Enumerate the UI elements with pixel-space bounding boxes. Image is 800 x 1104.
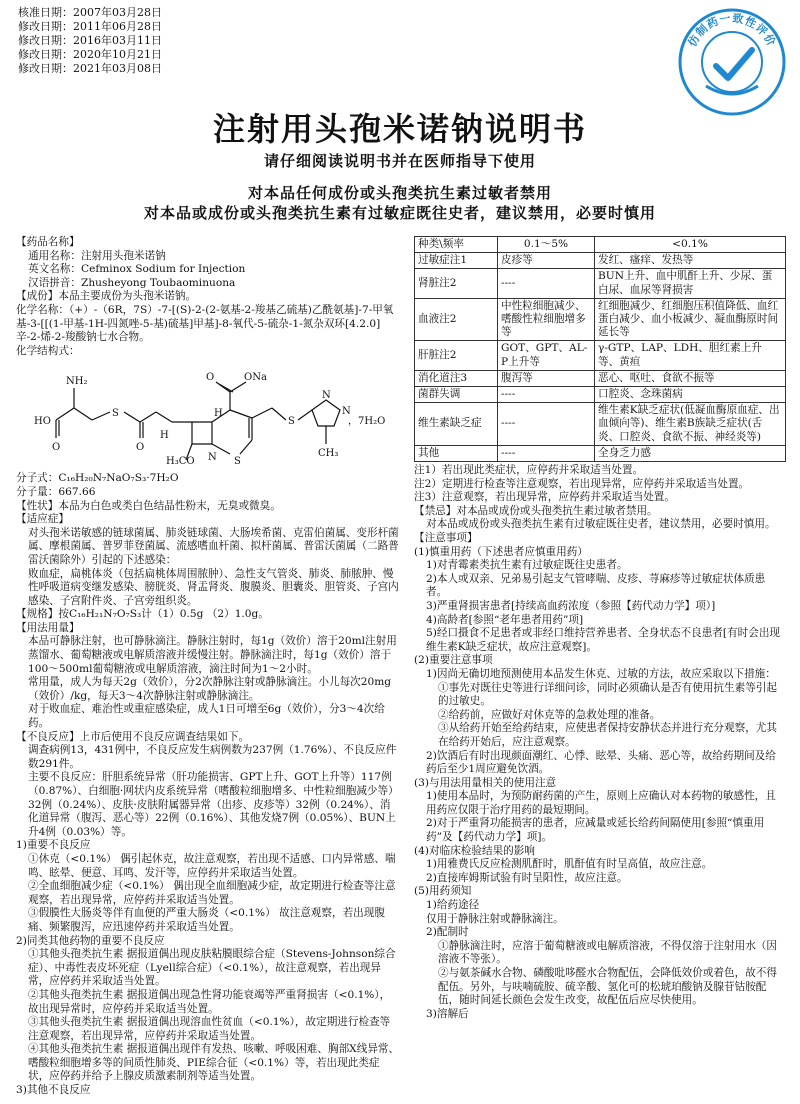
list-item: ③假膜性大肠炎等伴有血便的严重大肠炎（<0.1%） 故注意观察，若出现腹痛、频繁腹泻，应迅速停药并采取适当处置。 [28, 907, 385, 933]
table-note: 注1）若出现此类症状，应停药并采取适当处置。 [414, 464, 644, 477]
list-item: ③其他头孢类抗生素 据报道偶出现溶血性贫血（<0.1%），故定期进行检查等注意观察，若出现异常，应停药并采取适当处置。 [28, 1016, 391, 1042]
table-cell: 过敏症注1 [415, 253, 498, 269]
list-item: ②全血细胞减少症（<0.1%） 偶出现全血细胞减少症，故定期进行检查等注意观察，若出现异常，应停药并采取适当处置。 [28, 880, 396, 906]
table-cell: 其他 [415, 445, 498, 461]
section-adverse-reactions: 【不良反应】上市后使用不良反应调查结果如下。 [16, 730, 250, 743]
table-cell: ---- [498, 403, 595, 446]
table-row [415, 370, 786, 386]
list-item: 2)直接库姆斯试验有时呈阳性，故应注意。 [426, 871, 628, 884]
list-item: 2)配制时 [426, 926, 469, 939]
list-item: 1)重要不良反应 [16, 839, 91, 852]
usage-para: 本品可静脉注射，也可静脉滴注。静脉注射时，每1g（效价）溶于20ml注射用蒸馏水、葡萄糖液或电解质溶液并缓慢注射。静脉滴注时，每1g（效价）溶于100～500ml葡萄糖液或电解质溶液，滴注时间为1～2小时。 [28, 635, 397, 675]
list-item: 3)溶解后 [426, 1007, 469, 1020]
table-cell: ---- [498, 445, 595, 461]
table-cell: ---- [498, 269, 595, 298]
list-item: ②其他头孢类抗生素 据报道偶出现急性肾功能衰竭等严重肾损害（<0.1%），故出现异常时，应停药并采取适当处置。 [28, 988, 391, 1015]
molecular-weight: 分子量：667.66 [16, 485, 96, 498]
list-item: (4)对临床检验结果的影响 [414, 844, 535, 857]
list-item: 2)对于严重肾功能损害的患者，应减量或延长给药间隔使用[参照“慎重用药”及【药代动力学】项]。 [426, 817, 765, 844]
struct-ona: ONa [244, 372, 267, 384]
svg-text:仿制药一致性评价 [685, 11, 780, 49]
struct-n: N [208, 452, 217, 464]
list-item: ①其他头孢类抗生素 据报道偶出现皮肤粘膜眼综合症（Stevens-Johnson综合症）、中毒性表皮坏死症（Lyell综合症）（<0.1%），故注意观察，若出现异常，应停药并采取适当处置。 [28, 948, 396, 988]
table-row [415, 387, 786, 403]
right-column [414, 236, 786, 1021]
table-cell: 全身乏力感 [595, 445, 786, 461]
english-name: 英文名称：Cefminox Sodium for Injection [28, 263, 246, 276]
table-header-cell: 种类\频率 [415, 237, 498, 253]
struct-o2: O [136, 442, 145, 454]
molecular-formula: 分子式：C₁₆H₂₀N₇NaO₇S₃·7H₂O [16, 472, 179, 485]
table-row [415, 445, 786, 461]
section-usage: 【用法用量】 [16, 621, 80, 634]
subtitle: 请仔细阅读说明书并在医师指导下使用 [263, 152, 536, 170]
list-item: 4)高龄者[参照“老年患者用药”项] [426, 613, 584, 626]
warning-line-2: 对本品或成份或头孢类抗生素有过敏症既往史者，建议禁用，必要时慎用 [143, 204, 656, 222]
list-item: 1)对青霉素类抗生素有过敏症既往史患者。 [426, 559, 628, 572]
table-cell: BUN上升、血中肌酐上升、少尿、蛋白尿、血尿等肾损害 [595, 269, 786, 298]
table-row [415, 341, 786, 370]
list-item: (5)用药须知 [414, 885, 472, 898]
consistency-evaluation-seal-icon [676, 6, 788, 118]
struct-hn: H [160, 430, 169, 442]
table-cell: 维生素缺乏症 [415, 403, 498, 446]
table-note: 注2）定期进行检查等注意观察，若出现异常，应停药并采取适当处置。 [414, 477, 750, 490]
table-cell: 皮疹等 [498, 253, 595, 269]
list-item: 1)使用本品时，为预防耐药菌的产生，原则上应确认对本药物的敏感性，且用药应仅限于治疗用药的最短期间。 [426, 790, 776, 816]
table-note: 注3）注意观察，若出现异常，应停药并采取适当处置。 [414, 491, 675, 504]
seal-text: 仿制药一致性评价 [685, 11, 779, 49]
section-character: 【性状】本品为白色或类白色结晶性粉末，无臭或微臭。 [16, 499, 281, 512]
struct-h: H [214, 408, 223, 420]
usage-para: 对于败血症、难治性或重症感染症，成人1日可增至6g（效价），分3～4次给药。 [28, 703, 385, 730]
indication-para: 败血症，扁桃体炎（包括扁桃体周围脓肿）、急性支气管炎、肺炎、肺脓肿、慢性呼吸道病变继发感染、膀胱炎、肾盂肾炎、腹膜炎、胆囊炎、胆管炎、子宫内感染、子宫附件炎、子宫旁组织炎。 [28, 567, 399, 607]
warning-line-1: 对本品任何成份或头孢类抗生素过敏者禁用 [247, 184, 552, 202]
adverse-reaction-table [414, 236, 786, 462]
svg-text:ONa NH₂ HO O [34, 372, 385, 467]
table-header-cell: <0.1% [595, 237, 786, 253]
list-item: (1)慎重用药（下述患者应慎重用药） [414, 545, 588, 558]
struct-s3: S [288, 416, 295, 428]
table-cell: 恶心、呕吐、食欲不振等 [595, 370, 786, 386]
section-indication: 【适应症】 [16, 513, 69, 526]
list-item: (2)重要注意事项 [414, 654, 493, 667]
struct-water: ，7H₂O [348, 416, 386, 428]
generic-name: 通用名称：注射用头孢米诺钠 [28, 249, 166, 262]
struct-och3: H₃CO [166, 456, 195, 468]
section-contraindications: 【禁忌】对本品或成份或头孢类抗生素过敏者禁用。 [414, 504, 658, 517]
adr-list [16, 839, 400, 1097]
list-item: 1)给药途径 [426, 899, 480, 912]
adr-para: 调查病例13，431例中，不良反应发生病例数为237例（1.76%）、不良反应件数291件。 [28, 744, 397, 770]
list-item: ①休克（<0.1%） 偶引起休克，故注意观察，若出现不适感、口内异常感、喘鸣、眩晕、便意、耳鸣、发汗等，应停药并采取适当处置。 [28, 852, 396, 879]
list-item: ②与氨茶碱水合物、磷酸吡哆醛水合物配伍，会降低效价或着色，故不得配伍。另外，与呋喃硫胺、硫辛酸、氢化可的松琥珀酸钠及腺苷钴胺配伍，随时间延长颜色会发生改变，故配伍后应尽快使用。 [438, 967, 777, 1007]
usage-para: 常用量，成人为每天2g（效价），分2次静脉注射或静脉滴注。小儿每次20mg（效价）/kg，每天3～4次静脉注射或静脉滴注。 [28, 676, 392, 702]
struct-ch3: CH₃ [318, 448, 339, 460]
date-line: 修改日期：2011年06月28日 [18, 20, 162, 33]
table-cell: 发红、瘙痒、发热等 [595, 253, 786, 269]
table-header-row [415, 237, 786, 253]
section-ingredients: 【成份】本品主要成份为头孢米诺钠。 [16, 290, 197, 303]
table-row [415, 298, 786, 341]
list-item: (3)与用法用量相关的使用注意 [414, 776, 557, 789]
table-cell: ---- [498, 387, 595, 403]
contra-para: 对本品或成份或头孢类抗生素有过敏症既往史者，建议禁用，必要时慎用。 [426, 518, 776, 531]
section-drug-name: 【药品名称】 [16, 236, 80, 248]
table-cell: γ-GTP、LAP、LDH、胆红素上升等、黄疸 [595, 341, 786, 370]
list-item: 3)严重肾损害患者[持续高血药浓度（参照【药代动力学】项）] [426, 599, 716, 612]
struct-nh2: NH₂ [66, 376, 88, 388]
list-item: ④其他头孢类抗生素 据报道偶出现伴有发热、咳嗽、呼吸困难、胸部X线异常、嗜酸粒细胞增多等的间质性肺炎、PIE综合征（<0.1%）等，若出现此类症状，应停药并给予上腺皮质激素制剂等适当处置。 [28, 1043, 400, 1083]
table-row [415, 403, 786, 446]
table-cell: 血液注2 [415, 298, 498, 341]
struct-ho: HO [34, 416, 51, 428]
struct-o3: O [206, 372, 215, 384]
precautions-list [414, 546, 786, 1022]
list-item: ①静脉滴注时，应溶于葡萄糖液或电解质溶液，不得仅溶于注射用水（因溶液不等张）。 [438, 939, 777, 966]
structure-label: 化学结构式： [16, 344, 80, 357]
list-item: 1)用雅费氏反应检测肌酐时，肌酐值有时呈高值，故应注意。 [426, 858, 713, 871]
table-cell: 消化道注3 [415, 370, 498, 386]
indication-para: 对头孢米诺敏感的链球菌属、肺炎链球菌、大肠埃希菌、克雷伯菌属、变形杆菌属、摩根菌属、普罗菲登菌属、流感嗜血杆菌、拟杆菌属、普雷沃菌属（二路普雷沃菌除外）引起的下述感染： [28, 526, 399, 566]
section-spec: 【规格】按C₁₆H₂₁N₇O₇S₃计（1）0.5g （2）1.0g。 [16, 608, 269, 621]
list-item: 5)经口摄食不足患者或非经口维持营养患者、全身状态不良患者[有时会出现维生素K缺乏症状，故应注意观察]。 [426, 627, 781, 653]
pinyin-name: 汉语拼音：Zhusheyong Toubaominuona [28, 276, 236, 289]
list-item: 3)其他不良反应 [16, 1084, 91, 1097]
list-item: 1)因尚无确切地预测使用本品发生休克、过敏的方法，故应采取以下措施： [426, 667, 776, 680]
adr-para: 主要不良反应：肝胆系统异常（肝功能损害、GPT上升、GOT上升等）117例（0.87%）、白细胞·网状内皮系统异常（嗜酸粒细胞增多、中性粒细胞减少等）32例（0.24%）、皮肤·皮肤附属器异常（出疹、皮疹等）32例（0.24%）、消化道异常（腹泻、恶心等）22例（0.16%）、其他发烧7例（0.05%）、BUN上升4例（0.03%）等。 [28, 771, 399, 838]
chemical-structure-diagram [16, 360, 400, 470]
list-item: 2)同类其他药物的重要不良反应 [16, 934, 165, 947]
table-cell: 维生素K缺乏症状(低凝血酶原血症、出血倾向等)、维生素B族缺乏症状(舌炎、口腔炎、食欲不振、神经炎等) [595, 403, 786, 446]
table-cell: 肝脏注2 [415, 341, 498, 370]
table-cell: GOT、GPT、AL-P上升等 [498, 341, 595, 370]
table-cell: 肾脏注2 [415, 269, 498, 298]
chemical-name: 化学名称：（+）-（6R，7S）-7-[(S)-2-(2-氨基-2-羧基乙硫基)乙酰氨基]-7-甲氧基-3-[[(1-甲基-1H-四氮唑-5-基)硫基]甲基]-8-氧代-5-硫杂-1-氮杂双环[4.2.0]辛-2-烯-2-羧酸钠七水合物。 [16, 303, 394, 344]
date-line: 修改日期：2020年10月21日 [18, 48, 162, 61]
table-cell: 菌群失调 [415, 387, 498, 403]
document-title: 注射用头孢米诺钠说明书 [212, 110, 587, 148]
struct-n-top: N [322, 390, 331, 402]
struct-s1: S [112, 408, 119, 420]
table-cell: 腹泻等 [498, 370, 595, 386]
list-item: ③从给药开始至给药结束，应使患者保持安静状态并进行充分观察，尤其在给药开始后，应注意观察。 [438, 722, 777, 748]
section-precautions: 【注意事项】 [414, 532, 478, 545]
table-cell: 口腔炎、念珠菌病 [595, 387, 786, 403]
struct-n-right: N [342, 406, 351, 418]
table-cell: 中性粒细胞减少、嗜酸性粒细胞增多等 [498, 298, 595, 341]
left-column [16, 236, 400, 1098]
table-cell: 红细胞减少、红细胞压积值降低、血红蛋白减少、血小板减少、凝血酶原时间延长等 [595, 298, 786, 341]
date-line: 修改日期：2016年03月11日 [18, 34, 162, 47]
table-row [415, 253, 786, 269]
list-item: 仅用于静脉注射或静脉滴注。 [426, 912, 564, 925]
table-row [415, 269, 786, 298]
list-item: ①事先对既往史等进行详细问诊，同时必须确认是否有使用抗生素等引起的过敏史。 [438, 681, 777, 708]
struct-o1: O [52, 442, 61, 454]
date-line: 修改日期：2021年03月08日 [18, 62, 162, 75]
date-line: 核准日期：2007年03月28日 [18, 6, 162, 19]
table-header-cell: 0.1～5% [498, 237, 595, 253]
approval-dates [18, 6, 162, 76]
list-item: ②给药前，应做好对休克等的急救处理的准备。 [438, 708, 661, 721]
struct-s2: S [234, 456, 241, 468]
list-item: 2)本人或双亲、兄弟易引起支气管哮喘、皮疹、荨麻疹等过敏症状体质患者。 [426, 572, 766, 599]
list-item: 2)饮酒后有时出现颜面潮红、心悸、眩晕、头痛、恶心等，故给药期间及给药后至少1周应避免饮酒。 [426, 749, 776, 776]
